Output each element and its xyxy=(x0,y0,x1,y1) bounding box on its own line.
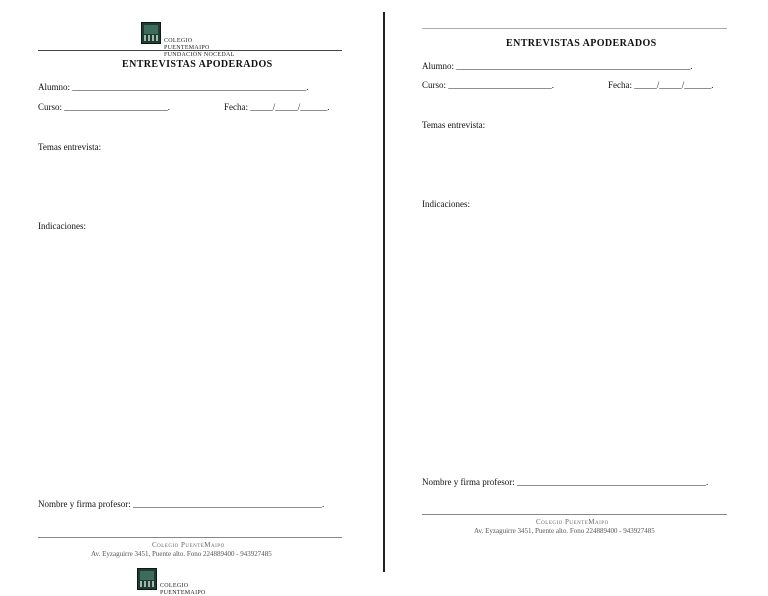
fecha-field: Fecha: _____/_____/______. xyxy=(224,102,330,112)
footer-rule xyxy=(422,514,727,515)
footer-address: Av. Eyzaguirre 3451, Puente alto. Fono 224889400 - 943927485 xyxy=(474,527,655,535)
curso-field: Curso: _______________________. xyxy=(422,80,554,90)
logo-line-puentemaipo: PUENTEMAIPO xyxy=(164,45,210,52)
header-rule xyxy=(38,50,342,51)
indicaciones-label: Indicaciones: xyxy=(422,199,470,209)
alumno-field: Alumno: ____________________________________________________. xyxy=(422,61,693,71)
footer-address: Av. Eyzaguirre 3451, Puente alto. Fono 224889400 - 943927485 xyxy=(91,550,272,558)
form-title: ENTREVISTAS APODERADOS xyxy=(506,38,657,49)
firma-profesor-field: Nombre y firma profesor: __________________________________________. xyxy=(422,477,708,487)
page-divider xyxy=(383,12,385,572)
logo-line-colegio: COLEGIO xyxy=(164,38,210,45)
temas-entrevista-label: Temas entrevista: xyxy=(38,142,101,152)
firma-profesor-field: Nombre y firma profesor: __________________________________________. xyxy=(38,499,324,509)
fecha-field: Fecha: _____/_____/______. xyxy=(608,80,714,90)
form-title: ENTREVISTAS APODERADOS xyxy=(122,59,273,70)
indicaciones-label: Indicaciones: xyxy=(38,221,86,231)
footer-school-name: Colegio PuenteMaipo xyxy=(536,518,609,526)
bottom-crest-icon xyxy=(137,568,157,590)
top-rule xyxy=(422,28,727,29)
footer-rule xyxy=(38,537,342,538)
logo-line-fundacion: FUNDACIÓN NOCEDAL xyxy=(164,52,235,59)
footer-school-name: Colegio PuenteMaipo xyxy=(152,541,225,549)
bottom-logo-text xyxy=(160,583,206,596)
bottom-logo-puentemaipo: PUENTEMAIPO xyxy=(160,590,206,596)
alumno-field: Alumno: ____________________________________________________. xyxy=(38,82,309,92)
school-crest-icon xyxy=(141,22,161,44)
curso-field: Curso: _______________________. xyxy=(38,102,170,112)
temas-entrevista-label: Temas entrevista: xyxy=(422,120,485,130)
bottom-logo-colegio: COLEGIO xyxy=(160,583,206,590)
right-form-page xyxy=(386,0,768,594)
left-form-page xyxy=(0,0,384,594)
